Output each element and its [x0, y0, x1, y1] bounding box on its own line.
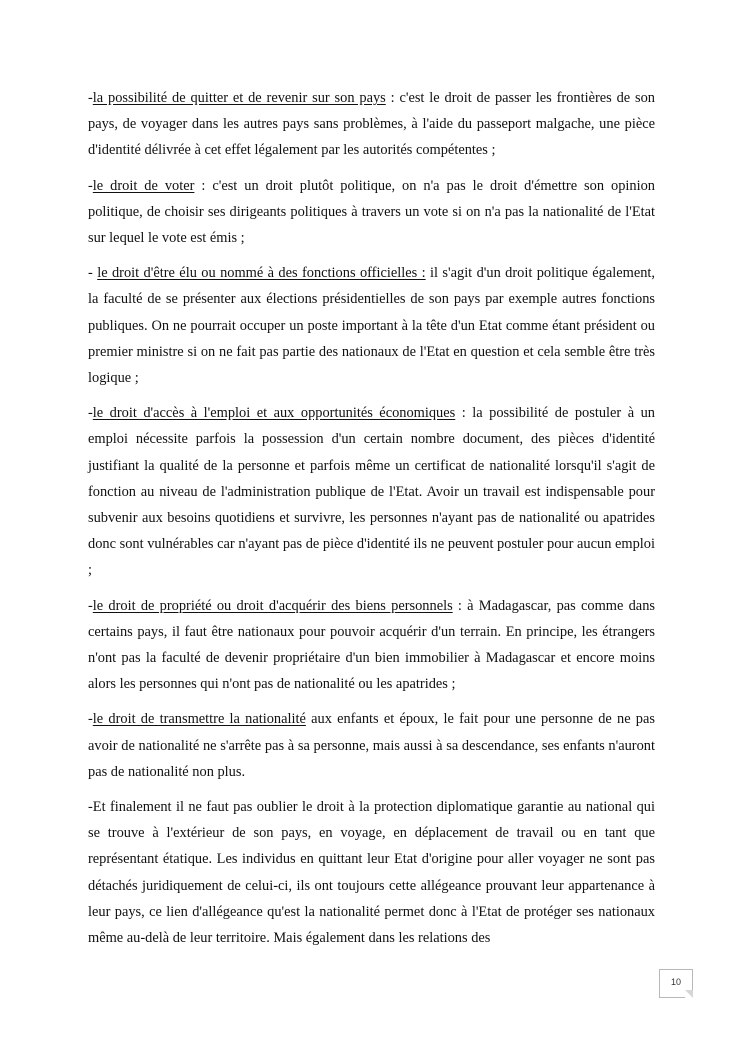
paragraph-heading-underlined: le droit de propriété ou droit d'acquérir des biens personnels — [92, 597, 453, 614]
paragraph-heading-underlined: le droit de transmettre la nationalité — [92, 711, 306, 728]
paragraph-text: il s'agit d'un droit politique également, la faculté de se présenter aux élections présidentielles de son pays par exemple autres fonctions publiques. On ne pourrait occuper un poste important à la tête d'un Etat comme étant président ou premier ministre si on ne fait pas partie des nationaux de l'Etat en question et cela semble être très logique ; — [88, 265, 656, 387]
paragraph-text: : c'est un droit plutôt politique, on n'a pas le droit d'émettre son opinion politique, de choisir ses dirigeants politiques à travers un vote si on n'a pas la nationalité de l'Etat sur lequel le vote est émis ; — [88, 177, 655, 247]
page-number: 10 — [670, 977, 681, 987]
paragraph-prefix: - — [88, 265, 98, 282]
paragraph-prefix: - — [88, 90, 93, 106]
paragraph-prefix: - — [88, 405, 93, 422]
paragraph-prefix: - — [88, 177, 93, 194]
paragraph-text: aux enfants et époux, le fait pour une personne de ne pas avoir de nationalité ne s'arrête pas à sa personne, mais aussi à sa descendance, ses enfants n'auront pas de nationalité non plus. — [88, 711, 655, 780]
paragraph-text: -Et finalement il ne faut pas oublier le droit à la protection diplomatique garantie au national qui se trouve à l'extérieur de son pays, en voyage, en déplacement de travail ou en tant que représentant étatique. Les individus en quittant leur Etat d'origine pour aller voyager ne sont pas détachés juridiquement de celui-ci, ils ont toujours cette allégeance prouvant leur appartenance à leur pays, ce lien d'allégeance qu'est la nationalité permet donc à l'Etat de protéger ses nationaux même au-delà de leur territoire. Mais également dans les relations des — [88, 799, 655, 947]
paragraph-heading-underlined: la possibilité de quitter et de revenir sur son pays — [92, 90, 386, 106]
paragraph-right-to-leave-and-return — [88, 85, 655, 164]
paragraph-text: : c'est le droit de passer les frontières de son pays, de voyager dans les autres pays sans problèmes, à l'aide du passeport malgache, une pièce d'identité délivrée à cet effet légalement par les autorités compétentes ; — [88, 90, 656, 159]
paragraph-right-to-employment — [88, 400, 655, 583]
paragraph-right-to-property — [88, 593, 655, 698]
document-body — [88, 85, 655, 960]
paragraph-diplomatic-protection — [88, 794, 655, 951]
paragraph-text: : la possibilité de postuler à un emploi nécessite parfois la possession d'un certain nombre document, des pièces d'identité justifiant la qualité de la personne et parfois même un certificat de nationalité lorsqu'il s'agit de fonction au niveau de l'administration publique de l'Etat. Avoir un travail est indispensable pour subvenir aux besoins quotidiens et survivre, les personnes n'ayant pas de nationalité ou apatrides donc sont vulnérables car n'ayant pas de pièce d'identité ils ne peuvent postuler pour aucun emploi ; — [88, 405, 655, 579]
paragraph-prefix: - — [88, 597, 93, 614]
page-number-box — [659, 969, 693, 998]
page-curl-icon — [685, 990, 693, 998]
paragraph-heading-underlined: le droit de voter — [92, 177, 195, 194]
paragraph-right-to-vote — [88, 173, 655, 252]
paragraph-heading-underlined: le droit d'accès à l'emploi et aux opportunités économiques — [92, 405, 456, 422]
paragraph-right-to-transmit-nationality — [88, 706, 655, 785]
paragraph-heading-underlined: le droit d'être élu ou nommé à des fonctions officielles : — [97, 265, 426, 282]
paragraph-prefix: - — [88, 711, 93, 728]
paragraph-text: : à Madagascar, pas comme dans certains pays, il faut être nationaux pour pouvoir acquérir d'un terrain. En principe, les étrangers n'ont pas la faculté de devenir propriétaire d'un bien immobilier à Madagascar et encore moins alors les personnes qui n'ont pas de nationalité ou les apatrides ; — [88, 597, 655, 693]
paragraph-right-to-be-elected — [88, 260, 655, 391]
